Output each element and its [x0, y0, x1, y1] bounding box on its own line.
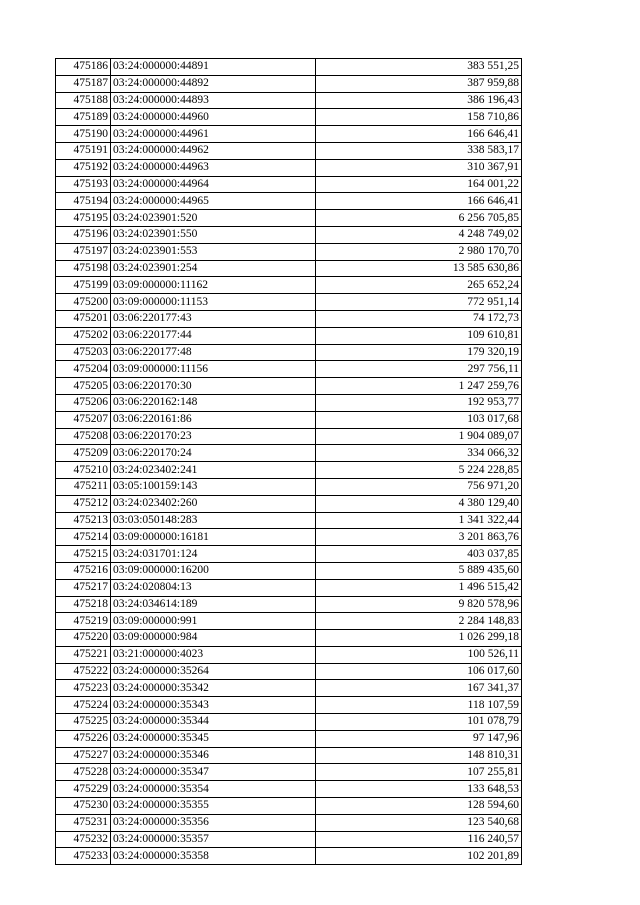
row-index-cell: 475231 [56, 814, 111, 831]
row-index-cell: 475198 [56, 260, 111, 277]
table-row [56, 680, 522, 697]
value-cell: 6 256 705,85 [316, 210, 522, 227]
value-cell: 386 196,43 [316, 92, 522, 109]
value-cell: 166 646,41 [316, 126, 522, 143]
cadastral-number-cell: 03:24:000000:44891 [111, 59, 316, 76]
value-cell: 167 341,37 [316, 680, 522, 697]
cadastral-number-cell: 03:24:023402:260 [111, 495, 316, 512]
table-row [56, 142, 522, 159]
cadastral-number-cell: 03:24:000000:35354 [111, 781, 316, 798]
table-row [56, 243, 522, 260]
cadastral-number-cell: 03:24:000000:44893 [111, 92, 316, 109]
row-index-cell: 475201 [56, 310, 111, 327]
cadastral-number-cell: 03:24:000000:35345 [111, 730, 316, 747]
row-index-cell: 475228 [56, 764, 111, 781]
cadastral-number-cell: 03:24:023901:520 [111, 210, 316, 227]
cadastral-number-cell: 03:24:000000:35264 [111, 663, 316, 680]
row-index-cell: 475233 [56, 848, 111, 865]
value-cell: 265 652,24 [316, 277, 522, 294]
table-row [56, 646, 522, 663]
row-index-cell: 475225 [56, 714, 111, 731]
table-row [56, 546, 522, 563]
cadastral-number-cell: 03:03:050148:283 [111, 512, 316, 529]
table-row [56, 462, 522, 479]
table-row [56, 310, 522, 327]
table-row [56, 764, 522, 781]
value-cell: 297 756,11 [316, 361, 522, 378]
value-cell: 133 648,53 [316, 781, 522, 798]
table-row [56, 630, 522, 647]
value-cell: 97 147,96 [316, 730, 522, 747]
cadastral-number-cell: 03:24:000000:35358 [111, 848, 316, 865]
row-index-cell: 475202 [56, 327, 111, 344]
value-cell: 387 959,88 [316, 75, 522, 92]
cadastral-number-cell: 03:24:000000:35344 [111, 714, 316, 731]
row-index-cell: 475210 [56, 462, 111, 479]
cadastral-number-cell: 03:09:000000:16200 [111, 562, 316, 579]
cadastral-number-cell: 03:09:000000:16181 [111, 529, 316, 546]
row-index-cell: 475221 [56, 646, 111, 663]
value-cell: 103 017,68 [316, 411, 522, 428]
value-cell: 1 496 515,42 [316, 579, 522, 596]
table-row [56, 445, 522, 462]
table-row [56, 831, 522, 848]
cadastral-number-cell: 03:24:023901:254 [111, 260, 316, 277]
table-row [56, 529, 522, 546]
cadastral-number-cell: 03:06:220170:24 [111, 445, 316, 462]
cadastral-number-cell: 03:24:023901:550 [111, 226, 316, 243]
table-row [56, 327, 522, 344]
cadastral-number-cell: 03:06:220162:148 [111, 394, 316, 411]
value-cell: 772 951,14 [316, 294, 522, 311]
row-index-cell: 475227 [56, 747, 111, 764]
row-index-cell: 475216 [56, 562, 111, 579]
cadastral-number-cell: 03:24:000000:35342 [111, 680, 316, 697]
row-index-cell: 475217 [56, 579, 111, 596]
row-index-cell: 475200 [56, 294, 111, 311]
value-cell: 179 320,19 [316, 344, 522, 361]
row-index-cell: 475207 [56, 411, 111, 428]
table-row [56, 495, 522, 512]
table-row [56, 714, 522, 731]
table-row [56, 277, 522, 294]
cadastral-number-cell: 03:06:220177:43 [111, 310, 316, 327]
table-row [56, 781, 522, 798]
cadastral-number-cell: 03:24:020804:13 [111, 579, 316, 596]
row-index-cell: 475192 [56, 159, 111, 176]
table-row [56, 411, 522, 428]
row-index-cell: 475194 [56, 193, 111, 210]
row-index-cell: 475186 [56, 59, 111, 76]
table-row [56, 663, 522, 680]
table-row [56, 747, 522, 764]
value-cell: 74 172,73 [316, 310, 522, 327]
table-row [56, 159, 522, 176]
table-row [56, 596, 522, 613]
row-index-cell: 475206 [56, 394, 111, 411]
value-cell: 164 001,22 [316, 176, 522, 193]
value-cell: 118 107,59 [316, 697, 522, 714]
table-row [56, 814, 522, 831]
row-index-cell: 475195 [56, 210, 111, 227]
cadastral-number-cell: 03:06:220177:48 [111, 344, 316, 361]
table-row [56, 428, 522, 445]
value-cell: 756 971,20 [316, 478, 522, 495]
row-index-cell: 475199 [56, 277, 111, 294]
cadastral-number-cell: 03:24:023402:241 [111, 462, 316, 479]
value-cell: 334 066,32 [316, 445, 522, 462]
row-index-cell: 475223 [56, 680, 111, 697]
value-cell: 102 201,89 [316, 848, 522, 865]
cadastral-number-cell: 03:24:000000:35356 [111, 814, 316, 831]
row-index-cell: 475197 [56, 243, 111, 260]
value-cell: 403 037,85 [316, 546, 522, 563]
row-index-cell: 475190 [56, 126, 111, 143]
table-row [56, 562, 522, 579]
value-cell: 107 255,81 [316, 764, 522, 781]
row-index-cell: 475218 [56, 596, 111, 613]
cadastral-number-cell: 03:06:220170:30 [111, 378, 316, 395]
value-cell: 148 810,31 [316, 747, 522, 764]
cadastral-number-cell: 03:24:034614:189 [111, 596, 316, 613]
cadastral-number-cell: 03:06:220161:86 [111, 411, 316, 428]
value-cell: 109 610,81 [316, 327, 522, 344]
row-index-cell: 475214 [56, 529, 111, 546]
value-cell: 338 583,17 [316, 142, 522, 159]
row-index-cell: 475205 [56, 378, 111, 395]
cadastral-number-cell: 03:21:000000:4023 [111, 646, 316, 663]
row-index-cell: 475191 [56, 142, 111, 159]
value-cell: 4 380 129,40 [316, 495, 522, 512]
cadastral-number-cell: 03:06:220170:23 [111, 428, 316, 445]
table-row [56, 579, 522, 596]
row-index-cell: 475187 [56, 75, 111, 92]
row-index-cell: 475222 [56, 663, 111, 680]
value-cell: 13 585 630,86 [316, 260, 522, 277]
table-row [56, 394, 522, 411]
row-index-cell: 475215 [56, 546, 111, 563]
value-cell: 158 710,86 [316, 109, 522, 126]
table-row [56, 361, 522, 378]
table-row [56, 75, 522, 92]
table-row [56, 697, 522, 714]
row-index-cell: 475189 [56, 109, 111, 126]
table-row [56, 613, 522, 630]
table-row [56, 210, 522, 227]
cadastral-number-cell: 03:24:000000:35347 [111, 764, 316, 781]
value-cell: 128 594,60 [316, 798, 522, 815]
row-index-cell: 475193 [56, 176, 111, 193]
cadastral-number-cell: 03:09:000000:991 [111, 613, 316, 630]
cadastral-number-cell: 03:24:000000:35346 [111, 747, 316, 764]
value-cell: 1 247 259,76 [316, 378, 522, 395]
cadastral-number-cell: 03:24:023901:553 [111, 243, 316, 260]
value-cell: 2 980 170,70 [316, 243, 522, 260]
table-row [56, 344, 522, 361]
table-row [56, 109, 522, 126]
value-cell: 3 201 863,76 [316, 529, 522, 546]
table-row [56, 59, 522, 76]
cadastral-number-cell: 03:09:000000:984 [111, 630, 316, 647]
cadastral-number-cell: 03:24:000000:44964 [111, 176, 316, 193]
row-index-cell: 475211 [56, 478, 111, 495]
value-cell: 4 248 749,02 [316, 226, 522, 243]
table-row [56, 730, 522, 747]
value-cell: 5 889 435,60 [316, 562, 522, 579]
row-index-cell: 475230 [56, 798, 111, 815]
row-index-cell: 475209 [56, 445, 111, 462]
table-row [56, 126, 522, 143]
cadastral-number-cell: 03:24:000000:44963 [111, 159, 316, 176]
value-cell: 123 540,68 [316, 814, 522, 831]
row-index-cell: 475196 [56, 226, 111, 243]
value-cell: 101 078,79 [316, 714, 522, 731]
cadastral-number-cell: 03:24:000000:44960 [111, 109, 316, 126]
table-row [56, 193, 522, 210]
cadastral-number-cell: 03:09:000000:11156 [111, 361, 316, 378]
row-index-cell: 475204 [56, 361, 111, 378]
row-index-cell: 475224 [56, 697, 111, 714]
value-cell: 2 284 148,83 [316, 613, 522, 630]
value-cell: 116 240,57 [316, 831, 522, 848]
cadastral-number-cell: 03:24:000000:44961 [111, 126, 316, 143]
value-cell: 1 904 089,07 [316, 428, 522, 445]
value-cell: 310 367,91 [316, 159, 522, 176]
value-cell: 383 551,25 [316, 59, 522, 76]
value-cell: 5 224 228,85 [316, 462, 522, 479]
table-row [56, 176, 522, 193]
value-cell: 166 646,41 [316, 193, 522, 210]
table-row [56, 226, 522, 243]
table-row [56, 848, 522, 865]
value-cell: 100 526,11 [316, 646, 522, 663]
table-row [56, 260, 522, 277]
cadastral-value-table [55, 58, 522, 865]
row-index-cell: 475229 [56, 781, 111, 798]
cadastral-number-cell: 03:24:000000:35357 [111, 831, 316, 848]
row-index-cell: 475213 [56, 512, 111, 529]
row-index-cell: 475226 [56, 730, 111, 747]
table-row [56, 478, 522, 495]
row-index-cell: 475232 [56, 831, 111, 848]
value-cell: 192 953,77 [316, 394, 522, 411]
row-index-cell: 475219 [56, 613, 111, 630]
cadastral-number-cell: 03:24:000000:44892 [111, 75, 316, 92]
cadastral-number-cell: 03:06:220177:44 [111, 327, 316, 344]
row-index-cell: 475212 [56, 495, 111, 512]
cadastral-number-cell: 03:24:000000:44962 [111, 142, 316, 159]
table-row [56, 378, 522, 395]
value-cell: 1 341 322,44 [316, 512, 522, 529]
table-row [56, 92, 522, 109]
row-index-cell: 475208 [56, 428, 111, 445]
cadastral-number-cell: 03:24:031701:124 [111, 546, 316, 563]
cadastral-number-cell: 03:24:000000:35343 [111, 697, 316, 714]
table-row [56, 512, 522, 529]
row-index-cell: 475188 [56, 92, 111, 109]
cadastral-number-cell: 03:24:000000:35355 [111, 798, 316, 815]
table-row [56, 798, 522, 815]
cadastral-number-cell: 03:05:100159:143 [111, 478, 316, 495]
cadastral-number-cell: 03:24:000000:44965 [111, 193, 316, 210]
cadastral-number-cell: 03:09:000000:11153 [111, 294, 316, 311]
table-body [56, 59, 522, 865]
row-index-cell: 475220 [56, 630, 111, 647]
table-row [56, 294, 522, 311]
cadastral-number-cell: 03:09:000000:11162 [111, 277, 316, 294]
row-index-cell: 475203 [56, 344, 111, 361]
value-cell: 106 017,60 [316, 663, 522, 680]
value-cell: 9 820 578,96 [316, 596, 522, 613]
value-cell: 1 026 299,18 [316, 630, 522, 647]
